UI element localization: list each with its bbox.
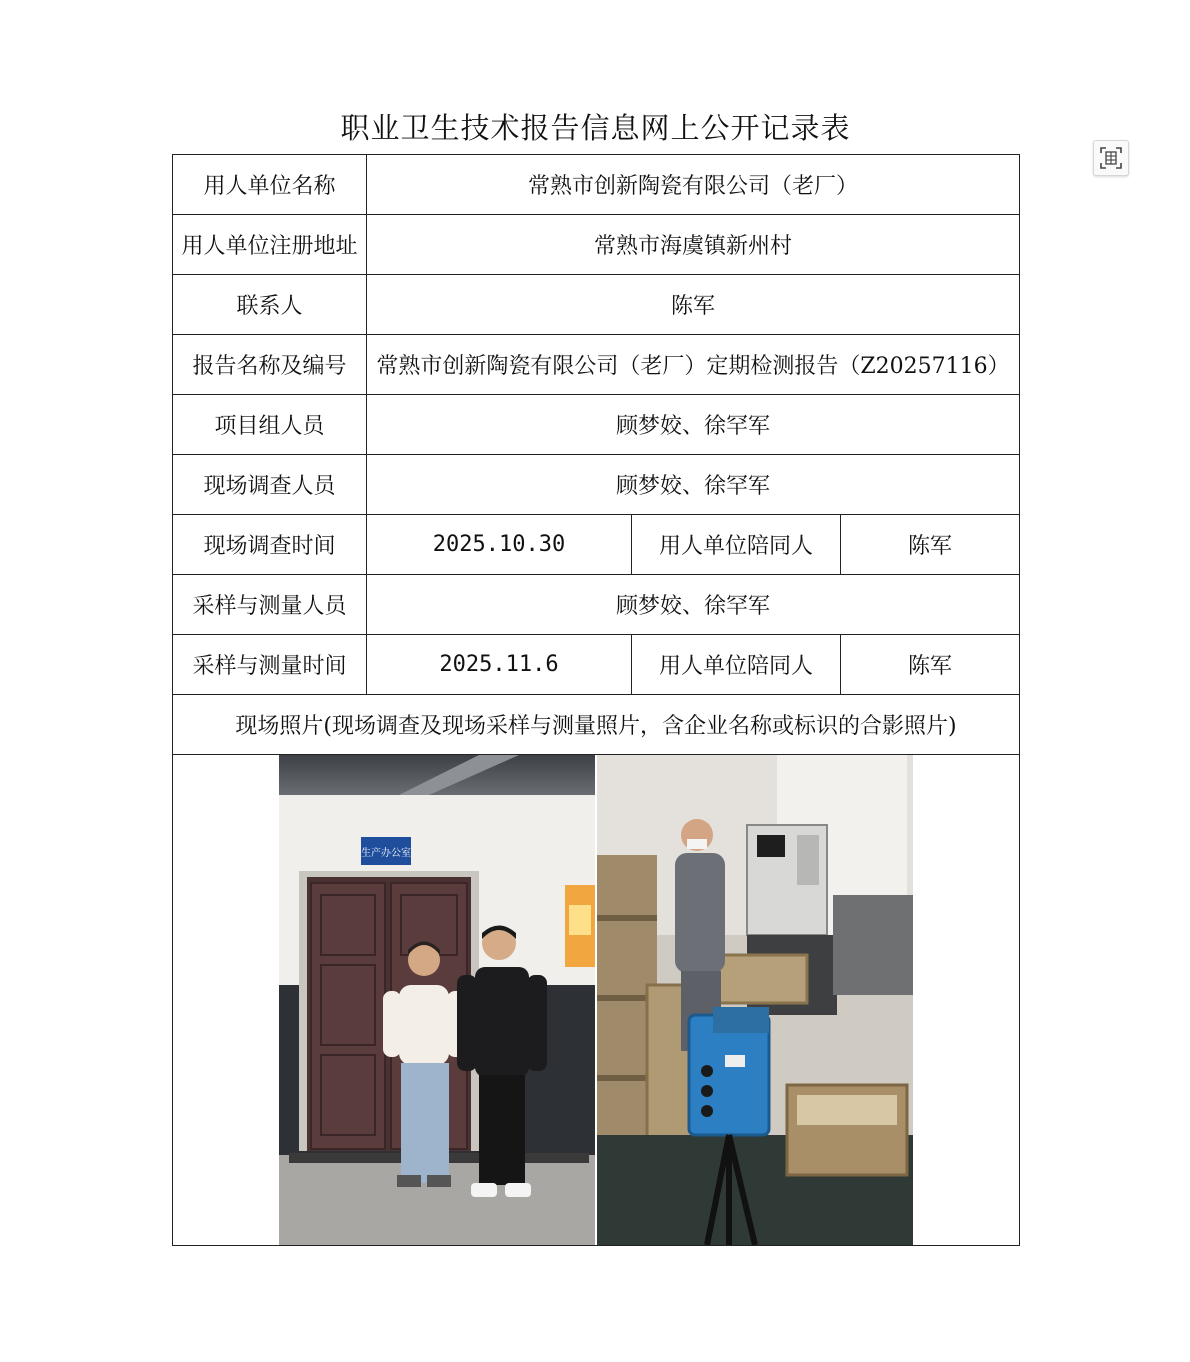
row-survey-time bbox=[173, 515, 1020, 575]
sampling-staff-value: 顾梦姣、徐罕军 bbox=[367, 575, 1020, 635]
row-address bbox=[173, 215, 1020, 275]
photos-container bbox=[173, 755, 1019, 1245]
survey-staff-value: 顾梦姣、徐罕军 bbox=[367, 455, 1020, 515]
row-contact bbox=[173, 275, 1020, 335]
sampling-companion-value: 陈军 bbox=[841, 635, 1020, 695]
address-label: 用人单位注册地址 bbox=[173, 215, 367, 275]
row-photos-header bbox=[173, 695, 1020, 755]
unit-name-label: 用人单位名称 bbox=[173, 155, 367, 215]
address-value: 常熟市海虞镇新州村 bbox=[367, 215, 1020, 275]
sampling-time-label: 采样与测量时间 bbox=[173, 635, 367, 695]
row-report bbox=[173, 335, 1020, 395]
contact-label: 联系人 bbox=[173, 275, 367, 335]
group-photo bbox=[279, 755, 595, 1245]
photos-cell bbox=[173, 755, 1020, 1246]
survey-time-value: 2025.10.30 bbox=[367, 515, 632, 575]
row-sampling-staff bbox=[173, 575, 1020, 635]
row-survey-staff bbox=[173, 455, 1020, 515]
survey-staff-label: 现场调查人员 bbox=[173, 455, 367, 515]
scan-frame-icon[interactable] bbox=[1093, 140, 1129, 176]
photos-header: 现场照片(现场调查及现场采样与测量照片，含企业名称或标识的合影照片) bbox=[173, 695, 1020, 755]
row-sampling-time bbox=[173, 635, 1020, 695]
project-team-label: 项目组人员 bbox=[173, 395, 367, 455]
sampling-companion-label: 用人单位陪同人 bbox=[632, 635, 841, 695]
unit-name-value: 常熟市创新陶瓷有限公司（老厂） bbox=[367, 155, 1020, 215]
survey-companion-label: 用人单位陪同人 bbox=[632, 515, 841, 575]
page-title: 职业卫生技术报告信息网上公开记录表 bbox=[340, 111, 851, 145]
sampling-time-value: 2025.11.6 bbox=[367, 635, 632, 695]
row-unit-name bbox=[173, 155, 1020, 215]
row-photos bbox=[173, 755, 1020, 1246]
sampling-staff-label: 采样与测量人员 bbox=[173, 575, 367, 635]
survey-companion-value: 陈军 bbox=[841, 515, 1020, 575]
project-team-value: 顾梦姣、徐罕军 bbox=[367, 395, 1020, 455]
contact-value: 陈军 bbox=[367, 275, 1020, 335]
report-label: 报告名称及编号 bbox=[173, 335, 367, 395]
survey-time-label: 现场调查时间 bbox=[173, 515, 367, 575]
sampling-photo bbox=[597, 755, 913, 1245]
office-sign-text: 生产办公室 bbox=[361, 848, 412, 859]
report-value: 常熟市创新陶瓷有限公司（老厂）定期检测报告（Z20257116） bbox=[367, 335, 1020, 395]
row-project-team bbox=[173, 395, 1020, 455]
record-table bbox=[172, 154, 1020, 1246]
